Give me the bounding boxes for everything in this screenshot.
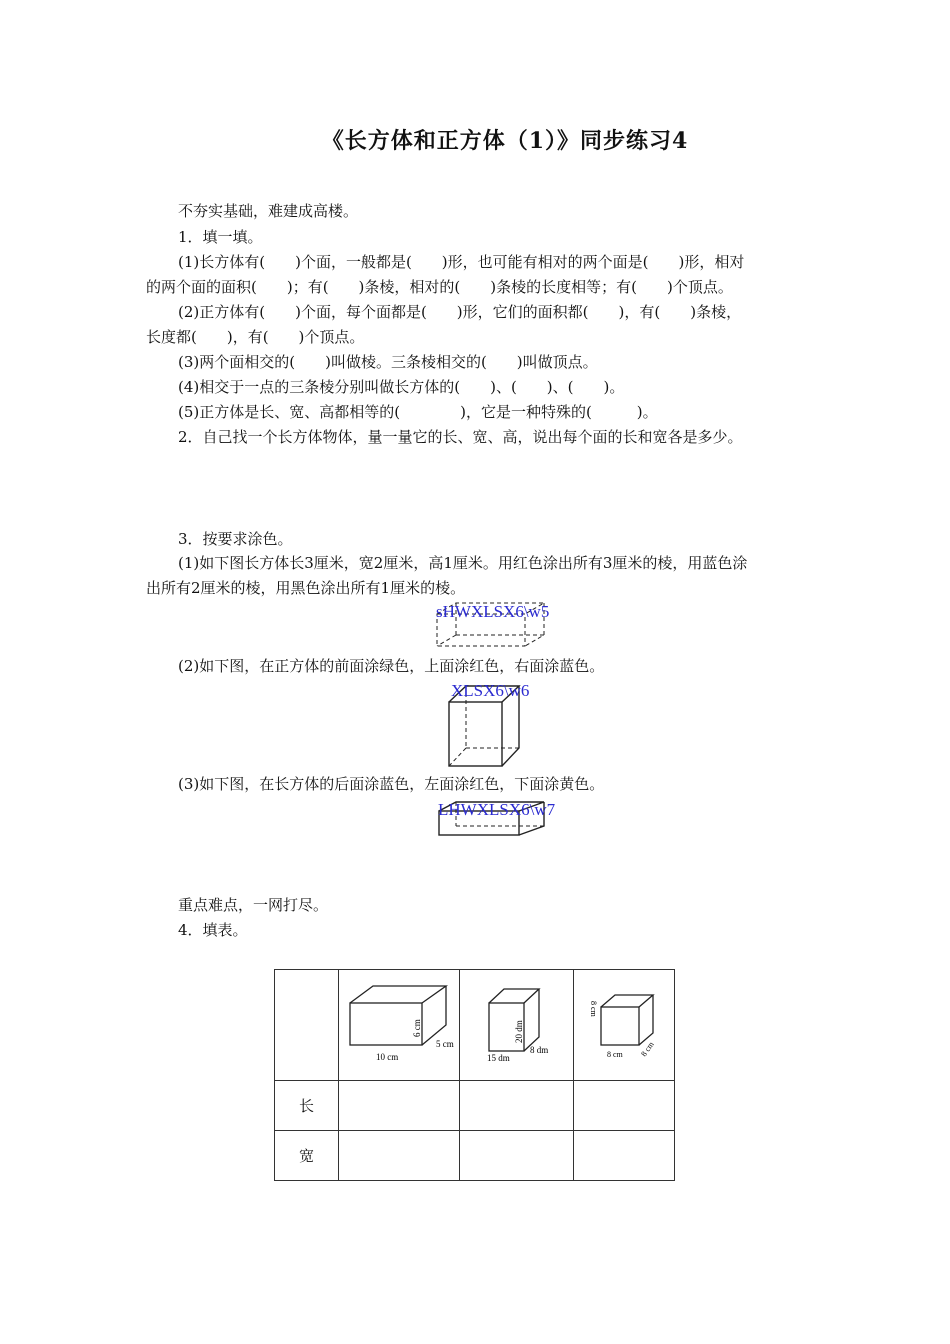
question-1-item-2a: (2)正方体有( )个面，每个面都是( )形，它们的面积都( )，有( )条棱， — [178, 303, 742, 321]
figure-c-width: 8 cm — [639, 1039, 656, 1058]
cuboid-figure-b — [462, 981, 572, 1066]
answer-cell-b-length[interactable] — [460, 1081, 574, 1131]
figure-cell-c — [574, 970, 675, 1081]
figure-2-label: XLSX6\w6 — [451, 681, 530, 700]
question-3-item-1a: (1)如下图长方体长3厘米，宽2厘米，高1厘米。用红色涂出所有3厘米的棱，用蓝色涂 — [178, 554, 748, 572]
fill-table — [274, 969, 675, 1181]
question-1-item-1a: (1)长方体有( )个面，一般都是( )形，也可能有相对的两个面是( )形，相对 — [178, 253, 745, 271]
question-3-item-3: (3)如下图，在长方体的后面涂蓝色，左面涂红色，下面涂黄色。 — [178, 775, 605, 793]
figure-a-height: 6 cm — [412, 1018, 422, 1037]
answer-cell-c-width[interactable] — [574, 1131, 675, 1181]
cuboid-figure-a — [340, 981, 458, 1066]
question-1-item-5: (5)正方体是长、宽、高都相等的( )，它是一种特殊的( )。 — [178, 403, 658, 421]
question-4-heading: 4．填表。 — [178, 921, 248, 939]
question-3-item-2: (2)如下图，在正方体的前面涂绿色，上面涂红色，右面涂蓝色。 — [178, 657, 605, 675]
question-3-heading: 3．按要求涂色。 — [178, 530, 293, 548]
figure-c-length: 8 cm — [607, 1049, 623, 1059]
answer-cell-a-length[interactable] — [339, 1081, 460, 1131]
figure-a-width: 5 cm — [436, 1038, 454, 1049]
question-1-item-3: (3)两个面相交的( )叫做棱。三条棱相交的( )叫做顶点。 — [178, 353, 598, 371]
section-heading-basics: 不夯实基础，难建成高楼。 — [178, 202, 359, 220]
empty-header-cell — [275, 970, 339, 1081]
figure-1-label: sHWXLSX6\w5 — [436, 602, 550, 621]
figure-b-length: 15 dm — [486, 1052, 510, 1063]
figure-a-length: 10 cm — [376, 1051, 399, 1062]
figure-3-label: LHWXLSX6\w7 — [438, 800, 556, 819]
row-label-length: 长 — [275, 1081, 339, 1131]
question-2: 2．自己找一个长方体物体，量一量它的长、宽、高，说出每个面的长和宽各是多少。 — [178, 428, 743, 446]
cube-figure-c — [575, 981, 673, 1066]
answer-cell-a-width[interactable] — [339, 1131, 460, 1181]
answer-cell-c-length[interactable] — [574, 1081, 675, 1131]
answer-cell-b-width[interactable] — [460, 1131, 574, 1181]
section-heading-key-points: 重点难点，一网打尽。 — [178, 896, 329, 914]
figure-cell-a — [339, 970, 460, 1081]
figure-cell-b — [460, 970, 574, 1081]
question-1-item-4: (4)相交于一点的三条棱分别叫做长方体的( )、( )、( )。 — [178, 378, 625, 396]
figure-c-height: 8 cm — [589, 1000, 598, 1017]
question-1-item-1b: 的两个面的面积( )；有( )条棱，相对的( )条棱的长度相等；有( )个顶点。 — [146, 278, 733, 296]
row-label-width: 宽 — [275, 1131, 339, 1181]
figure-b-height: 20 dm — [513, 1019, 524, 1043]
question-1-item-2b: 长度都( )，有( )个顶点。 — [146, 328, 365, 346]
question-3-item-1b: 出所有2厘米的棱，用黑色涂出所有1厘米的棱。 — [146, 579, 466, 597]
figure-b-width: 8 dm — [529, 1044, 548, 1055]
page-title: 《长方体和正方体（1）》同步练习4 — [321, 128, 689, 154]
question-1-heading: 1．填一填。 — [178, 228, 263, 246]
